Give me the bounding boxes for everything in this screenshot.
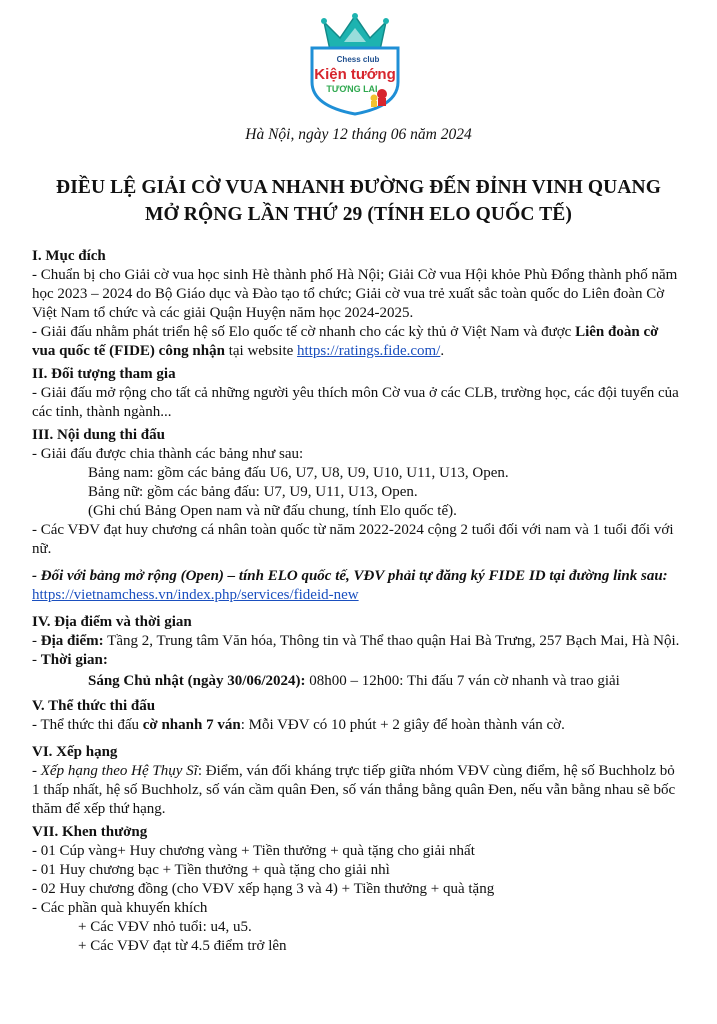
section-2-paragraph-1: - Giải đấu mở rộng cho tất cả những người yêu thích môn Cờ vua ở các CLB, trường học, các đội tuyển của các tỉnh, thành ngành... bbox=[32, 385, 679, 420]
section-1-paragraph-1: - Chuẩn bị cho Giải cờ vua học sinh Hè thành phố Hà Nội; Giải Cờ vua Hội khỏe Phù Đổng thành phố năm học 2023 – 2024 do Bộ Giáo dục và Đào tạo tổ chức; Giải cờ vua trẻ xuất sắc toàn quốc do Liên đoàn Cờ Việt Nam tổ chức và các giải Quận Huyện năm học 2024-2025. bbox=[32, 267, 678, 321]
document-date: Hà Nội, ngày 12 tháng 06 năm 2024 bbox=[245, 126, 472, 143]
title-line-2: MỞ RỘNG LẦN THỨ 29 (TÍNH ELO QUỐC TẾ) bbox=[145, 204, 572, 225]
logo-club-text: Chess club bbox=[336, 55, 380, 64]
section-heading-6: VI. Xếp hạng bbox=[32, 744, 118, 760]
fide-id-link[interactable]: https://vietnamchess.vn/index.php/services/fideid-new bbox=[32, 587, 359, 603]
logo-sub-text: TƯƠNG LAI bbox=[326, 84, 378, 94]
section-1-paragraph-2: - Giải đấu nhằm phát triển hệ số Elo quốc tế cờ nhanh cho các kỳ thủ ở Việt Nam và được Liên đoàn cờ vua quốc tế (FIDE) công nhận tại website https://ratings.fide.com/. bbox=[32, 324, 659, 359]
document-body bbox=[32, 247, 682, 956]
section-3-women-groups: Bảng nữ: gồm các bảng đấu: U7, U9, U11, U13, Open. bbox=[88, 484, 418, 500]
section-heading-1: I. Mục đích bbox=[32, 248, 106, 264]
section-heading-4: IV. Địa điểm và thời gian bbox=[32, 614, 192, 630]
chess-club-logo bbox=[300, 12, 410, 116]
section-4-time-detail: Sáng Chủ nhật (ngày 30/06/2024): 08h00 – 12h00: Thi đấu 7 ván cờ nhanh và trao giải bbox=[88, 673, 620, 689]
fide-ratings-link[interactable]: https://ratings.fide.com/ bbox=[297, 343, 441, 359]
section-4-time-label: - Thời gian: bbox=[32, 652, 108, 668]
section-3-note: (Ghi chú Bảng Open nam và nữ đấu chung, tính Elo quốc tế). bbox=[88, 503, 457, 519]
title-line-1: ĐIỀU LỆ GIẢI CỜ VUA NHANH ĐƯỜNG ĐẾN ĐỈNH VINH QUANG bbox=[56, 177, 661, 198]
award-sub-item: + Các VĐV đạt từ 4.5 điểm trở lên bbox=[78, 938, 287, 954]
award-item: - 01 Huy chương bạc + Tiền thưởng + quà tặng cho giải nhì bbox=[32, 862, 390, 878]
section-4-location: - Địa điểm: Tầng 2, Trung tâm Văn hóa, Thông tin và Thể thao quận Hai Bà Trưng, 257 Bạch Mai, Hà Nội. bbox=[32, 633, 680, 649]
logo-main-text: Kiện tướng bbox=[314, 66, 396, 83]
section-6-paragraph-1: - Xếp hạng theo Hệ Thụy Sĩ: Điểm, ván đối kháng trực tiếp giữa nhóm VĐV cùng điểm, hệ số Buchholz bỏ 1 thấp nhất, hệ số Buchholz, số ván cầm quân Đen, số ván thắng bằng quân Đen, nếu vẫn bằng nhau sẽ bốc thăm để xếp thứ hạng. bbox=[32, 763, 676, 817]
document-title bbox=[0, 174, 717, 228]
section-heading-3: III. Nội dung thi đấu bbox=[32, 427, 165, 443]
section-3-paragraph-1: - Giải đấu được chia thành các bảng như sau: bbox=[32, 446, 304, 462]
section-heading-5: V. Thể thức thi đấu bbox=[32, 698, 156, 714]
award-sub-item: + Các VĐV nhỏ tuổi: u4, u5. bbox=[78, 919, 252, 935]
section-heading-2: II. Đối tượng tham gia bbox=[32, 366, 176, 382]
award-item: - 02 Huy chương đồng (cho VĐV xếp hạng 3 và 4) + Tiền thưởng + quà tặng bbox=[32, 881, 495, 897]
section-5-paragraph-1: - Thể thức thi đấu cờ nhanh 7 ván: Mỗi VĐV có 10 phút + 2 giây để hoàn thành ván cờ. bbox=[32, 717, 565, 733]
award-item: - Các phần quà khuyến khích bbox=[32, 900, 208, 916]
crown-icon bbox=[321, 13, 389, 50]
section-3-men-groups: Bảng nam: gồm các bảng đấu U6, U7, U8, U9, U10, U11, U13, Open. bbox=[88, 465, 509, 481]
section-heading-7: VII. Khen thưởng bbox=[32, 824, 148, 840]
section-3-paragraph-6: - Đối với bảng mở rộng (Open) – tính ELO quốc tế, VĐV phải tự đăng ký FIDE ID tại đường link sau: https://vietnamchess.vn/index.php/services/fideid-new bbox=[32, 568, 668, 603]
section-3-paragraph-5: - Các VĐV đạt huy chương cá nhân toàn quốc từ năm 2022-2024 cộng 2 tuổi đối với nam và 1 tuổi đối với nữ. bbox=[32, 522, 674, 557]
award-item: - 01 Cúp vàng+ Huy chương vàng + Tiền thưởng + quà tặng cho giải nhất bbox=[32, 843, 475, 859]
